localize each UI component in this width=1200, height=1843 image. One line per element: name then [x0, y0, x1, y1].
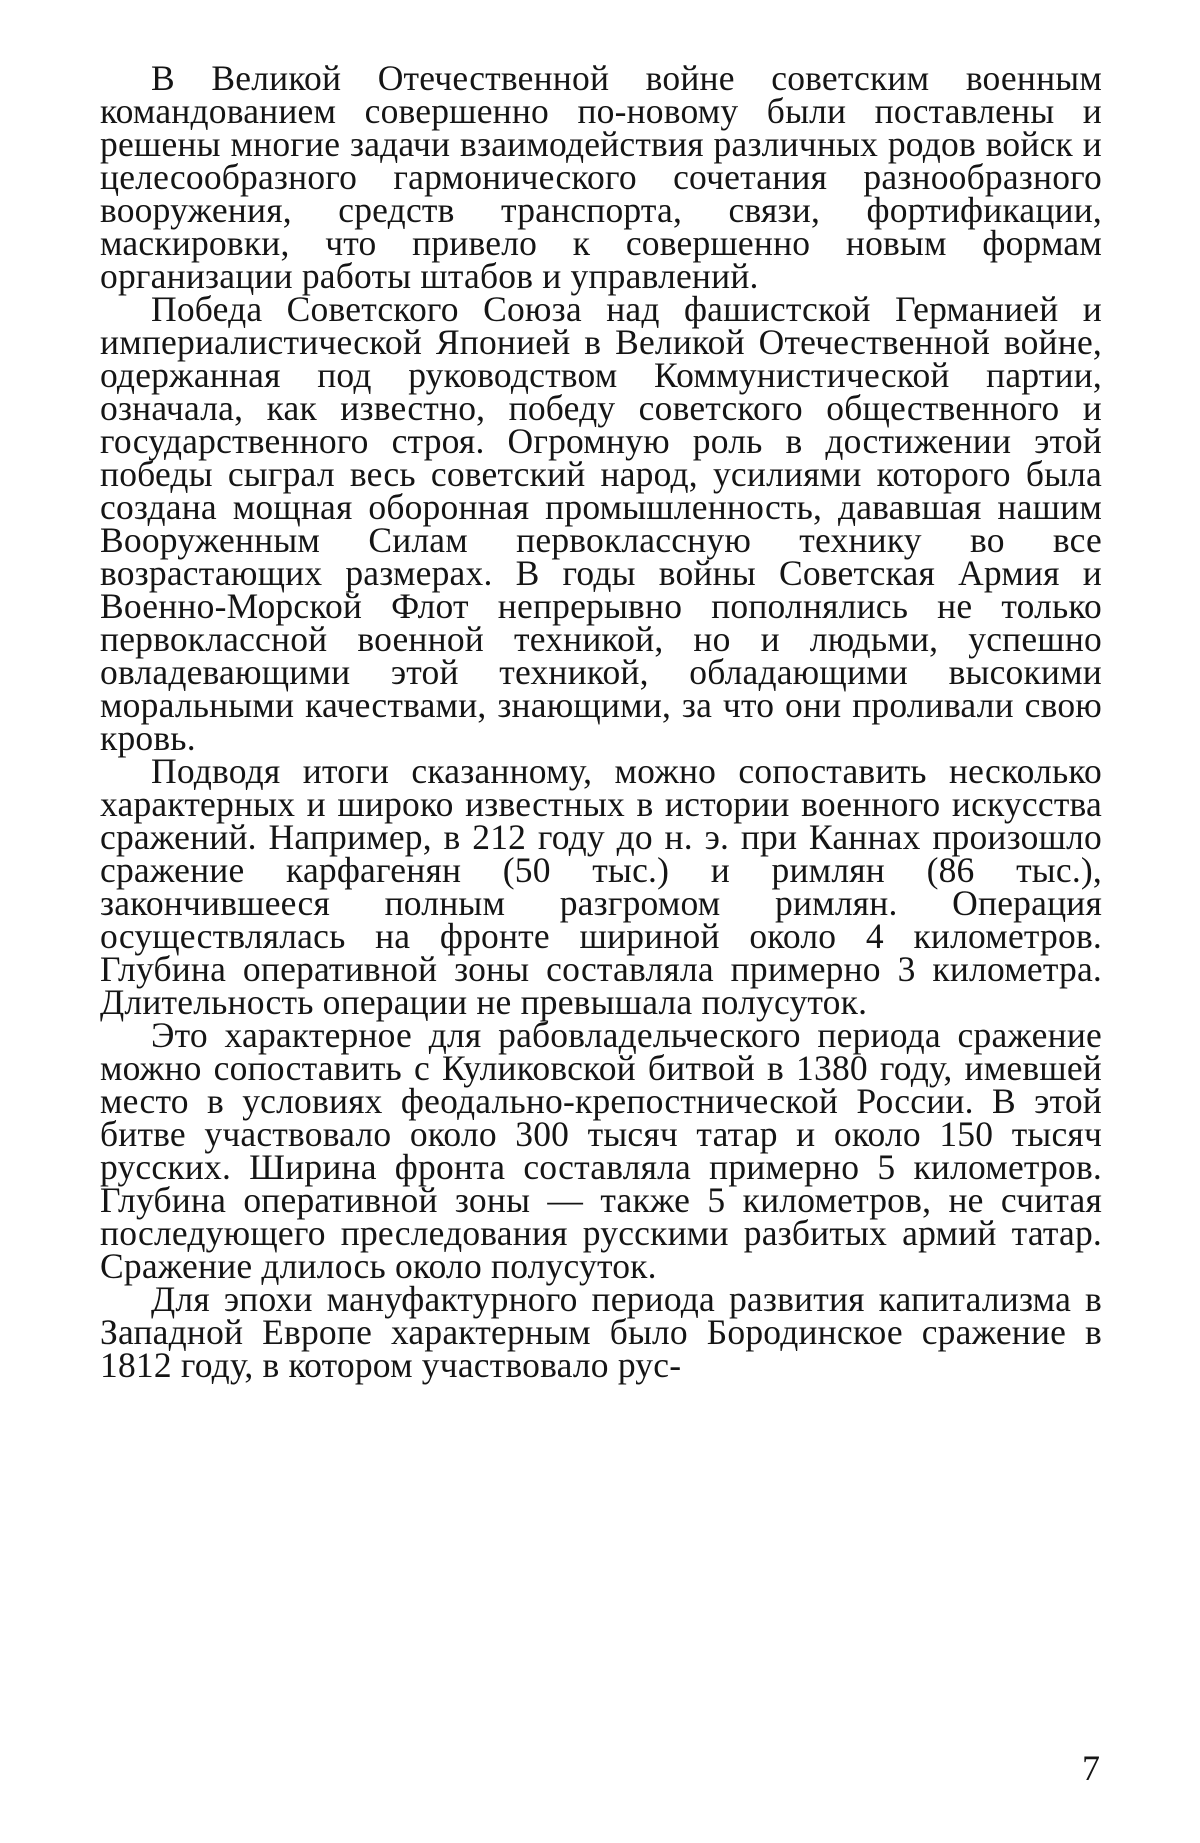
book-page	[100, 58, 1102, 1822]
body-text	[100, 58, 1102, 1385]
paragraph-4: Это характерное для рабовладельческого периода сражение можно сопоставить с Куликовской битвой в 1380 году, имевшей место в условиях феодально-крепостнической России. В этой битве участвовало около 300 тысяч татар и около 150 тысяч русских. Ширина фронта составляла примерно 5 километров. Глубина оперативной зоны — также 5 километров, не считая последующего преследования русскими разбитых армий татар. Сражение длилось около полусуток.	[100, 1015, 1102, 1286]
page-number: 7	[1082, 1748, 1100, 1788]
paragraph-1: В Великой Отечественной войне советским военным командованием совершенно по-новому были поставлены и решены многие задачи взаимодействия различных родов войск и целесообразного гармонического сочетания разнообразного вооружения, средств транспорта, связи, фортификации, маскировки, что привело к совершенно новым формам организации работы штабов и управлений.	[100, 58, 1102, 296]
paragraph-5: Для эпохи мануфактурного периода развития капитализма в Западной Европе характерным было Бородинское сражение в 1812 году, в котором участвовало рус-	[100, 1279, 1102, 1385]
paragraph-3: Подводя итоги сказанному, можно сопоставить несколько характерных и широко известных в истории военного искусства сражений. Например, в 212 году до н. э. при Каннах произошло сражение карфагенян (50 тыс.) и римлян (86 тыс.), закончившееся полным разгромом римлян. Операция осуществлялась на фронте шириной около 4 километров. Глубина оперативной зоны составляла примерно 3 километра. Длительность операции не превышала полусуток.	[100, 751, 1102, 1022]
paragraph-2: Победа Советского Союза над фашистской Германией и империалистической Японией в Великой Отечественной войне, одержанная под руководством Коммунистической партии, означала, как известно, победу советского общественного и государственного строя. Огромную роль в достижении этой победы сыграл весь советский народ, усилиями которого была создана мощная оборонная промышленность, дававшая нашим Вооруженным Силам первоклассную технику во все возрастающих размерах. В годы войны Советская Армия и Военно-Морской Флот непрерывно пополнялись не только первоклассной военной техникой, но и людьми, успешно овладевающими этой техникой, обладающими высокими моральными качествами, знающими, за что они проливали свою кровь.	[100, 289, 1102, 758]
